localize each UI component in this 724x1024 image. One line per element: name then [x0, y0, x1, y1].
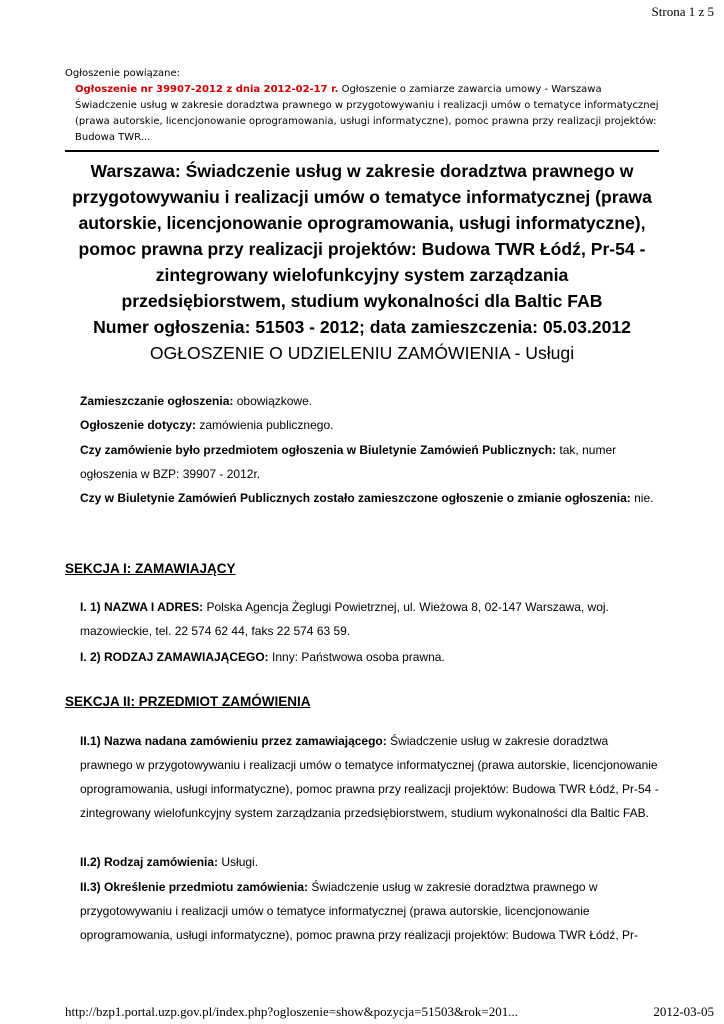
field-label: II.2) Rodzaj zamówienia: — [80, 855, 219, 869]
field-value: Inny: Państwowa osoba prawna. — [268, 650, 445, 664]
field-value: obowiązkowe. — [233, 394, 313, 408]
notice-type: OGŁOSZENIE O UDZIELENIU ZAMÓWIENIA - Usługi — [149, 343, 575, 363]
page-number: Strona 1 z 5 — [651, 4, 714, 19]
field-label: II.1) Nazwa nadana zamówieniu przez zamawiającego: — [80, 734, 387, 748]
related-notice-link[interactable]: Ogłoszenie nr 39907-2012 z dnia 2012-02-17 r. — [75, 84, 339, 95]
section-heading-1: SEKCJA I: ZAMAWIAJĄCY — [65, 561, 236, 576]
field-value: Świadczenie usług w zakresie doradztwa prawnego w przygotowywaniu i realizacji umów o tematyce informatycznej (prawa autorskie, licencjonowanie oprogramowania, usługi informatyczne), pomoc prawna przy realizacji projektów: Budowa TWR Łódź, Pr- — [80, 880, 639, 942]
field-subject — [80, 413, 660, 437]
section-heading-2: SEKCJA II: PRZEDMIOT ZAMÓWIENIA — [65, 694, 311, 709]
divider — [65, 150, 659, 152]
field-label: I. 2) RODZAJ ZAMAWIAJĄCEGO: — [80, 650, 269, 664]
field-order-type — [80, 850, 660, 874]
related-notice-body — [75, 82, 659, 146]
notice-title: Warszawa: Świadczenie usług w zakresie doradztwa prawnego w przygotowywaniu i realizacji umów o tematyce informatycznej (prawa autorskie, licencjonowanie oprogramowania, usługi informatyczne), pomoc prawna przy realizacji projektów: Budowa TWR Łódź, Pr-54 - zintegrowany wielofunkcyjny system zarządzania przedsiębiorstwem, studium wykonalności dla Baltic FAB — [72, 161, 652, 311]
field-contracting-type — [80, 645, 660, 669]
field-label: Zamieszczanie ogłoszenia: — [80, 394, 234, 408]
field-bzp-notice — [80, 438, 660, 486]
related-notice-text: Ogłoszenie o zamiarze zawarcia umowy - Warszawa Świadczenie usług w zakresie doradztwa prawnego w przygotowywaniu i realizacji umów o tematyce informatycznej (prawa autorskie, licencjonowanie oprogramowania, usługi informatyczne), pomoc prawna przy realizacji projektów: Budowa TWR... — [75, 84, 659, 143]
field-label: Czy zamówienie było przedmiotem ogłoszenia w Biuletynie Zamówień Publicznych: — [80, 443, 557, 457]
related-notice — [65, 66, 659, 146]
footer-date: 2012-03-05 — [653, 1004, 714, 1019]
field-order-subject — [80, 875, 660, 947]
notice-title-block — [72, 158, 652, 366]
field-label: I. 1) NAZWA I ADRES: — [80, 600, 204, 614]
field-change-notice — [80, 486, 660, 510]
field-value: tak, numer ogłoszenia w BZP: 39907 - 2012r. — [80, 443, 617, 481]
field-name-address — [80, 595, 660, 643]
field-value: Polska Agencja Żeglugi Powietrznej, ul. Wieżowa 8, 02-147 Warszawa, woj. mazowieckie, tel. 22 574 62 44, faks 22 574 63 59. — [80, 600, 609, 638]
field-value: zamówienia publicznego. — [196, 418, 334, 432]
field-value: Świadczenie usług w zakresie doradztwa prawnego w przygotowywaniu i realizacji umów o tematyce informatycznej (prawa autorskie, licencjonowanie oprogramowania, usługi informatyczne), pomoc prawna przy realizacji projektów: Budowa TWR Łódź, Pr-54 - zintegrowany wielofunkcyjny system zarządzania przedsiębiorstwem, studium wykonalności dla Baltic FAB. — [80, 734, 659, 820]
field-label: Ogłoszenie dotyczy: — [80, 418, 197, 432]
field-posting — [80, 389, 660, 413]
field-label: II.3) Określenie przedmiotu zamówienia: — [80, 880, 309, 894]
footer-url: http://bzp1.portal.uzp.gov.pl/index.php?ogloszenie=show&pozycja=51503&rok=201... — [65, 1004, 518, 1019]
field-order-name — [80, 729, 660, 825]
field-label: Czy w Biuletynie Zamówień Publicznych zostało zamieszczone ogłoszenie o zmianie ogłoszenia: — [80, 491, 631, 505]
notice-number: Numer ogłoszenia: 51503 - 2012; data zamieszczenia: 05.03.2012 — [93, 317, 631, 337]
related-notice-title: Ogłoszenie powiązane: — [65, 68, 181, 79]
field-value: nie. — [630, 491, 654, 505]
field-value: Usługi. — [218, 855, 259, 869]
